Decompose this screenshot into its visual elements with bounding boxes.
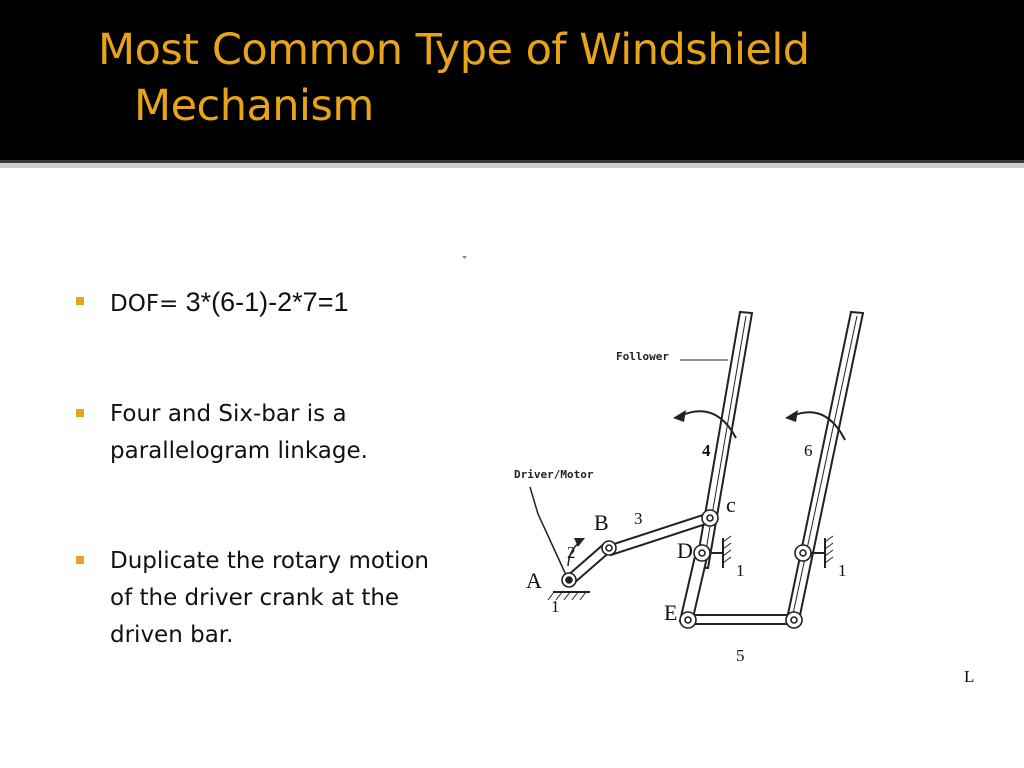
link-5-label: 5 [736, 646, 745, 665]
link-1-ground-right-label: 1 [838, 561, 847, 580]
driver-label: Driver/Motor [514, 468, 594, 481]
bullet-duplicate [78, 543, 438, 654]
bullet-text: Four and Six-bar is a parallelogram linkage. [110, 401, 368, 464]
corner-marker-icon [462, 256, 467, 259]
header-divider-light [0, 163, 1024, 168]
joint-bottom-right-pin [791, 617, 797, 623]
link-2-label: 2 [567, 543, 576, 562]
dof-prefix: DOF= [110, 291, 186, 317]
joint-e-pin [685, 617, 691, 623]
link-6-label: 6 [804, 441, 813, 460]
joint-d-pin [699, 550, 705, 556]
joint-c-label: c [726, 492, 736, 517]
joint-a-label: A [526, 568, 542, 593]
joint-b-label: B [594, 510, 609, 535]
dof-value: 3*(6-1)-2*7=1 [185, 287, 349, 317]
bullet-parallelogram [78, 396, 438, 470]
link-4-label: 4 [702, 441, 711, 460]
link-3-label: 3 [634, 509, 643, 528]
corner-mark: L [964, 667, 975, 686]
link-1-ground-d-label: 1 [736, 561, 745, 580]
joint-a-pin [566, 577, 572, 583]
joint-right-pivot-pin [800, 550, 806, 556]
slide-title-line-2: Mechanism [134, 81, 374, 131]
bullet-dof [78, 284, 438, 323]
mechanism-diagram [458, 250, 983, 690]
joint-c-pin [707, 515, 713, 521]
slide-header [0, 0, 1024, 160]
link-1-ground-a-label: 1 [551, 597, 560, 616]
bullet-square-icon [76, 556, 84, 564]
follower-label: Follower [616, 350, 669, 363]
joint-e-label: E [664, 600, 678, 625]
bullet-square-icon [76, 297, 84, 305]
mechanism-diagram-svg [458, 250, 983, 690]
joint-d-label: D [677, 538, 693, 563]
bullet-square-icon [76, 409, 84, 417]
bullet-text: Duplicate the rotary motion of the driver crank at the driven bar. [110, 548, 429, 648]
bullet-text [78, 284, 438, 323]
joint-b-pin [606, 545, 612, 551]
bottom-bar-5 [688, 615, 796, 624]
slide-title-line-1: Most Common Type of Windshield [98, 25, 810, 75]
